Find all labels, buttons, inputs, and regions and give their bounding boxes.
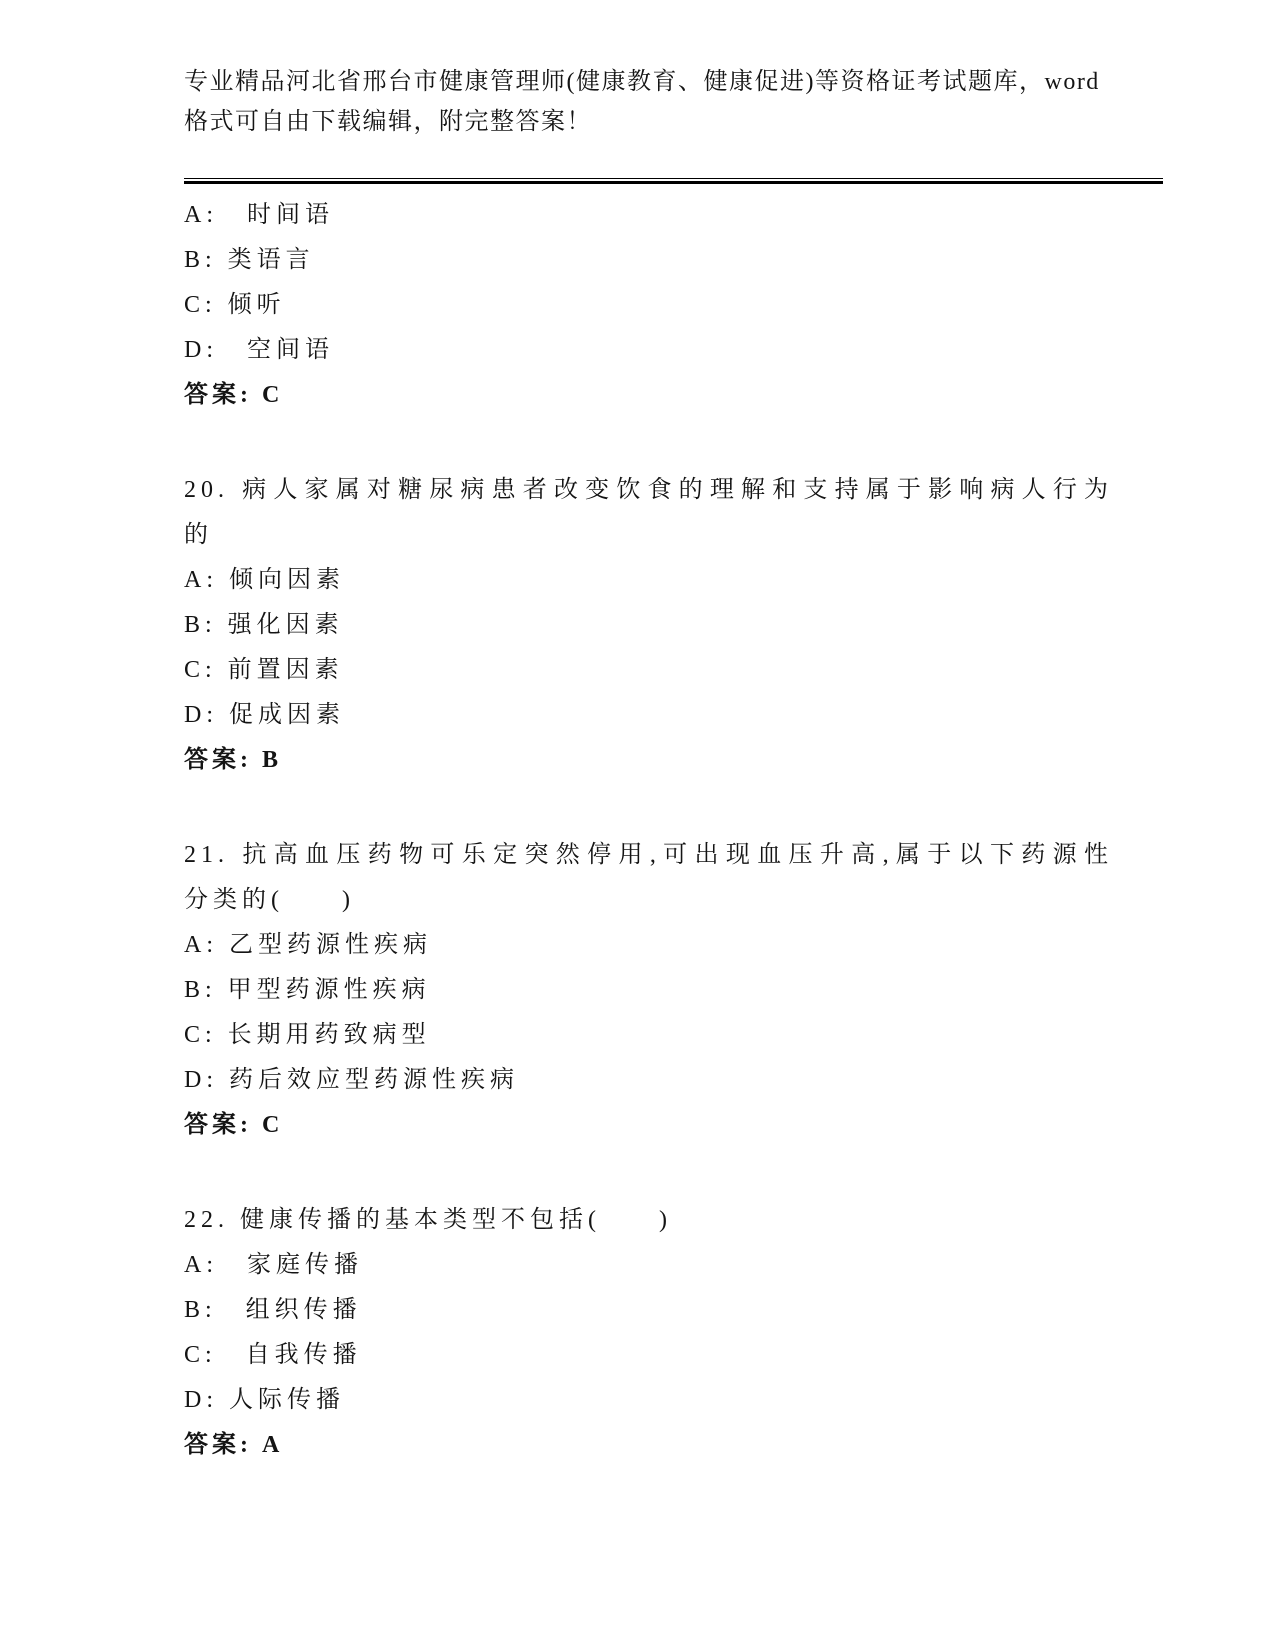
question-19-option-a: A: 时间语	[184, 202, 334, 228]
question-19-options-block	[184, 193, 1113, 418]
question-20-stem-line-1: 20. 病人家属对糖尿病患者改变饮食的理解和支持属于影响病人行为	[184, 477, 1113, 503]
question-20-stem-line-2: 的	[184, 522, 213, 548]
question-22-option-c: C: 自我传播	[184, 1342, 362, 1368]
question-22-option-a: A: 家庭传播	[184, 1252, 363, 1278]
question-20-option-d: D: 促成因素	[184, 702, 345, 728]
question-21-answer: 答案: C	[184, 1112, 284, 1138]
question-21-option-a: A: 乙型药源性疾病	[184, 932, 432, 958]
question-19-answer: 答案: C	[184, 382, 284, 408]
question-22-option-b: B: 组织传播	[184, 1297, 362, 1323]
question-21-option-c: C: 长期用药致病型	[184, 1022, 431, 1048]
question-19-option-c: C: 倾听	[184, 292, 286, 318]
question-20-option-c: C: 前置因素	[184, 657, 344, 683]
question-21-option-b: B: 甲型药源性疾病	[184, 977, 431, 1003]
document-header	[184, 62, 1113, 142]
question-22-answer: 答案: A	[184, 1432, 284, 1458]
question-21-stem-line-1: 21. 抗高血压药物可乐定突然停用,可出现血压升高,属于以下药源性	[184, 842, 1113, 868]
question-20-option-a: A: 倾向因素	[184, 567, 345, 593]
question-20-answer: 答案: B	[184, 747, 282, 773]
header-line-2: 格式可自由下载编辑，附完整答案！	[184, 109, 592, 135]
question-22-option-d: D: 人际传播	[184, 1387, 345, 1413]
question-22-block	[184, 1198, 1113, 1468]
document-content	[184, 62, 1113, 1468]
question-21-option-d: D: 药后效应型药源性疾病	[184, 1067, 519, 1093]
question-20-option-b: B: 强化因素	[184, 612, 344, 638]
question-19-option-d: D: 空间语	[184, 337, 334, 363]
question-20-block	[184, 468, 1113, 783]
header-divider-rule	[184, 178, 1163, 184]
question-19-option-b: B: 类语言	[184, 247, 315, 273]
question-22-stem-line-1: 22. 健康传播的基本类型不包括( )	[184, 1207, 672, 1233]
question-21-block	[184, 833, 1113, 1148]
header-line-1: 专业精品河北省邢台市健康管理师(健康教育、健康促进)等资格证考试题库，word	[184, 69, 1100, 95]
question-21-stem-line-2: 分类的( )	[184, 887, 355, 913]
